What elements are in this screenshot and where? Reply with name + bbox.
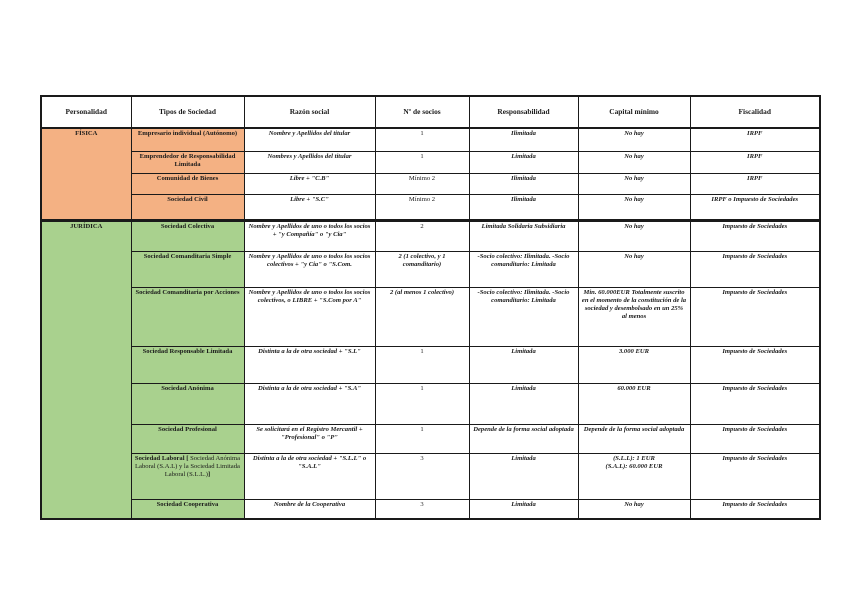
table-row bbox=[41, 425, 820, 454]
header-tipos: Tipos de Sociedad bbox=[131, 96, 244, 128]
responsabilidad-cell: Ilimitada bbox=[469, 128, 578, 152]
table-row bbox=[41, 195, 820, 221]
table-row bbox=[41, 128, 820, 152]
header-capital: Capital mínimo bbox=[578, 96, 690, 128]
responsabilidad-cell: Ilimitada bbox=[469, 174, 578, 195]
table-row bbox=[41, 288, 820, 347]
header-row bbox=[41, 96, 820, 128]
responsabilidad-cell: Limitada bbox=[469, 152, 578, 174]
table-row bbox=[41, 384, 820, 425]
capital-cell: No hay bbox=[578, 195, 690, 221]
fiscalidad-cell: Impuesto de Sociedades bbox=[690, 288, 820, 347]
tipo-cell: Sociedad Anónima bbox=[131, 384, 244, 425]
fiscalidad-cell: Impuesto de Sociedades bbox=[690, 454, 820, 500]
responsabilidad-cell: Limitada bbox=[469, 500, 578, 520]
socios-cell: 3 bbox=[375, 454, 469, 500]
tipo-cell: Sociedad Comanditaria Simple bbox=[131, 252, 244, 288]
header-razon-social: Razón social bbox=[244, 96, 375, 128]
socios-cell: Mínimo 2 bbox=[375, 174, 469, 195]
responsabilidad-cell: Depende de la forma social adoptada bbox=[469, 425, 578, 454]
table-row bbox=[41, 152, 820, 174]
capital-cell: No hay bbox=[578, 500, 690, 520]
razon-cell: Nombre y Apellidos de uno o todos los socios colectivos + "y Cia" o "S.Com. bbox=[244, 252, 375, 288]
tipo-cell: Empresario individual (Autónomo) bbox=[131, 128, 244, 152]
fiscalidad-cell: Impuesto de Sociedades bbox=[690, 252, 820, 288]
socios-cell: Mínimo 2 bbox=[375, 195, 469, 221]
capital-cell: No hay bbox=[578, 174, 690, 195]
responsabilidad-cell: Limitada bbox=[469, 454, 578, 500]
header-fiscalidad: Fiscalidad bbox=[690, 96, 820, 128]
razon-cell: Libre + "C.B" bbox=[244, 174, 375, 195]
table-row bbox=[41, 252, 820, 288]
socios-cell: 1 bbox=[375, 425, 469, 454]
socios-cell: 2 bbox=[375, 221, 469, 252]
capital-cell: No hay bbox=[578, 221, 690, 252]
header-personalidad: Personalidad bbox=[41, 96, 131, 128]
tipo-cell bbox=[131, 454, 244, 500]
fiscalidad-cell: Impuesto de Sociedades bbox=[690, 500, 820, 520]
tipo-detail: Sociedad Anónima Laboral (S.A.L) y la Sociedad Limitada Laboral (S.L.L.) bbox=[135, 455, 241, 479]
razon-cell: Distinta a la de otra sociedad + "S.A" bbox=[244, 384, 375, 425]
tipo-cell: Sociedad Civil bbox=[131, 195, 244, 221]
responsabilidad-cell: -Socio colectivo: Ilimitada. -Socio comanditario: Limitada bbox=[469, 252, 578, 288]
table-row bbox=[41, 500, 820, 520]
responsabilidad-cell: Limitada bbox=[469, 384, 578, 425]
capital-cell bbox=[578, 454, 690, 500]
capital-cell: Depende de la forma social adoptada bbox=[578, 425, 690, 454]
fiscalidad-cell: Impuesto de Sociedades bbox=[690, 425, 820, 454]
razon-cell: Nombre y Apellidos de uno o todos los socios colectivos, o LIBRE + "S.Com por A" bbox=[244, 288, 375, 347]
socios-cell: 1 bbox=[375, 152, 469, 174]
capital-cell: No hay bbox=[578, 252, 690, 288]
table-row bbox=[41, 454, 820, 500]
table-row bbox=[41, 221, 820, 252]
responsabilidad-cell: Limitada Solidaria Subsidiaria bbox=[469, 221, 578, 252]
personalidad-juridica: JURÍDICA bbox=[41, 221, 131, 520]
table-row bbox=[41, 174, 820, 195]
razon-cell: Nombre de la Cooperativa bbox=[244, 500, 375, 520]
tipo-cell: Sociedad Profesional bbox=[131, 425, 244, 454]
fiscalidad-cell: IRPF o Impuesto de Sociedades bbox=[690, 195, 820, 221]
sociedades-table bbox=[40, 95, 821, 520]
socios-cell: 1 bbox=[375, 384, 469, 425]
razon-cell: Nombre y Apellidos del titular bbox=[244, 128, 375, 152]
header-responsabilidad: Responsabilidad bbox=[469, 96, 578, 128]
razon-cell: Se solicitará en el Registro Mercantil + "Profesional" o "P" bbox=[244, 425, 375, 454]
tipo-bracket: ] bbox=[208, 471, 211, 479]
fiscalidad-cell: IRPF bbox=[690, 128, 820, 152]
tipo-cell: Sociedad Comanditaria por Acciones bbox=[131, 288, 244, 347]
razon-cell: Distinta a la de otra sociedad + "S.L.L" o "S.A.L" bbox=[244, 454, 375, 500]
socios-cell: 1 bbox=[375, 128, 469, 152]
razon-cell: Nombres y Apellidos del titular bbox=[244, 152, 375, 174]
capital-cell: 3.000 EUR bbox=[578, 347, 690, 384]
fiscalidad-cell: Impuesto de Sociedades bbox=[690, 347, 820, 384]
capital-sll: (S.L.L): 1 EUR bbox=[613, 455, 655, 462]
fiscalidad-cell: Impuesto de Sociedades bbox=[690, 221, 820, 252]
tipo-main: Sociedad Laboral [ bbox=[134, 455, 189, 462]
table-row bbox=[41, 347, 820, 384]
fiscalidad-cell: Impuesto de Sociedades bbox=[690, 384, 820, 425]
capital-cell: No hay bbox=[578, 152, 690, 174]
razon-cell: Nombre y Apellidos de uno o todos los socios + "y Compañía" o "y Cia" bbox=[244, 221, 375, 252]
fiscalidad-cell: IRPF bbox=[690, 152, 820, 174]
socios-cell: 1 bbox=[375, 347, 469, 384]
tipo-cell: Sociedad Cooperativa bbox=[131, 500, 244, 520]
capital-cell: Min. 60.000EUR Totalmente suscrito en el momento de la constitución de la sociedad y desembolsado en un 25% al menos bbox=[578, 288, 690, 347]
capital-cell: 60.000 EUR bbox=[578, 384, 690, 425]
tipo-cell: Emprendedor de Responsabilidad Limitada bbox=[131, 152, 244, 174]
socios-cell: 2 (1 colectivo, y 1 comanditario) bbox=[375, 252, 469, 288]
responsabilidad-cell: -Socio colectivo: Ilimitada. -Socio comanditario: Limitada bbox=[469, 288, 578, 347]
personalidad-fisica: FÍSICA bbox=[41, 128, 131, 221]
socios-cell: 3 bbox=[375, 500, 469, 520]
capital-cell: No hay bbox=[578, 128, 690, 152]
responsabilidad-cell: Ilimitada bbox=[469, 195, 578, 221]
capital-sal: (S.A.L): 60.000 EUR bbox=[605, 463, 663, 471]
fiscalidad-cell: IRPF bbox=[690, 174, 820, 195]
tipo-cell: Comunidad de Bienes bbox=[131, 174, 244, 195]
header-num-socios: Nº de socios bbox=[375, 96, 469, 128]
socios-cell: 2 (al menos 1 colectivo) bbox=[375, 288, 469, 347]
tipo-cell: Sociedad Responsable Limitada bbox=[131, 347, 244, 384]
razon-cell: Libre + "S.C" bbox=[244, 195, 375, 221]
responsabilidad-cell: Limitada bbox=[469, 347, 578, 384]
razon-cell: Distinta a la de otra sociedad + "S.L" bbox=[244, 347, 375, 384]
tipo-cell: Sociedad Colectiva bbox=[131, 221, 244, 252]
